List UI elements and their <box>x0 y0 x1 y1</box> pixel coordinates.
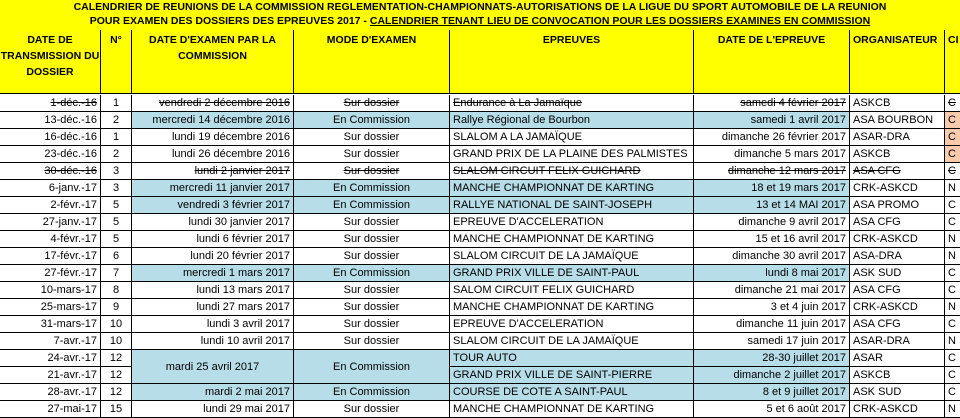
extra-cell: C <box>945 367 960 384</box>
event-cell: SLALOM CIRCUIT DE LA JAMAÏQUE <box>450 333 694 350</box>
number-cell: 5 <box>101 214 132 231</box>
table-row <box>0 163 960 180</box>
date-transmission-cell: 30-déc.-16 <box>0 163 101 180</box>
number-cell: 10 <box>101 316 132 333</box>
header-extra: CI <box>945 30 960 94</box>
date-transmission-cell: 7-avr.-17 <box>0 333 101 350</box>
organizer-cell: ASK SUD <box>850 384 945 401</box>
organizer-cell: ASAR <box>850 350 945 367</box>
event-cell: SLALOM CIRCUIT DE LA JAMAÏQUE <box>450 248 694 265</box>
table-row <box>0 95 960 112</box>
table-row <box>0 333 960 350</box>
date-transmission-cell: 2-févr.-17 <box>0 197 101 214</box>
extra-cell: C <box>945 129 960 146</box>
event-cell: MANCHE CHAMPIONNAT DE KARTING <box>450 299 694 316</box>
extra-cell: C <box>945 214 960 231</box>
number-cell: 1 <box>101 95 132 112</box>
number-cell: 8 <box>101 282 132 299</box>
mode-cell: En Commission <box>294 197 450 214</box>
event-date-cell: 13 et 14 MAI 2017 <box>694 197 850 214</box>
number-cell: 3 <box>101 180 132 197</box>
exam-date-cell: lundi 20 février 2017 <box>132 248 294 265</box>
organizer-cell: ASA PROMO <box>850 197 945 214</box>
exam-date-cell: lundi 10 avril 2017 <box>132 333 294 350</box>
mode-cell: En Commission <box>294 384 450 401</box>
mode-cell: Sur dossier <box>294 316 450 333</box>
mode-cell: En Commission <box>294 265 450 282</box>
event-cell: SLALOM CIRCUIT FELIX GUICHARD <box>450 163 694 180</box>
exam-date-cell: lundi 3 avril 2017 <box>132 316 294 333</box>
exam-date-cell: lundi 30 janvier 2017 <box>132 214 294 231</box>
organizer-cell: ASKCB <box>850 367 945 384</box>
table-row <box>0 129 960 146</box>
number-cell: 3 <box>101 163 132 180</box>
date-transmission-cell: 28-avr.-17 <box>0 384 101 401</box>
table-row <box>0 350 960 373</box>
number-cell: 12 <box>101 350 132 367</box>
number-cell: 10 <box>101 333 132 350</box>
date-transmission-cell: 27-janv.-17 <box>0 214 101 231</box>
number-cell: 1 <box>101 129 132 146</box>
event-date-cell: dimanche 12 mars 2017 <box>694 163 850 180</box>
extra-cell: C <box>945 265 960 282</box>
mode-cell: Sur dossier <box>294 282 450 299</box>
table-row <box>0 265 960 282</box>
organizer-cell: ASA CFG <box>850 163 945 180</box>
exam-date-cell: lundi 27 mars 2017 <box>132 299 294 316</box>
event-cell: TOUR AUTO <box>450 350 694 367</box>
exam-date-cell: lundi 19 décembre 2016 <box>132 129 294 146</box>
event-date-cell: dimanche 26 février 2017 <box>694 129 850 146</box>
organizer-cell: ASKCB <box>850 95 945 112</box>
date-transmission-cell: 17-févr.-17 <box>0 248 101 265</box>
event-cell: GRAND PRIX VILLE DE SAINT-PAUL <box>450 265 694 282</box>
mode-cell: En Commission <box>294 180 450 197</box>
organizer-cell: CRK-ASKCD <box>850 401 945 418</box>
extra-cell: N <box>945 333 960 350</box>
extra-cell: C <box>945 146 960 163</box>
date-transmission-cell: 4-févr.-17 <box>0 231 101 248</box>
date-transmission-cell: 21-avr.-17 <box>0 367 101 384</box>
table-row <box>0 146 960 163</box>
exam-date-cell: lundi 2 janvier 2017 <box>132 163 294 180</box>
calendar-table <box>0 95 960 418</box>
merged-exam-date: mardi 25 avril 2017 <box>165 360 260 373</box>
event-cell: SLALOM A LA JAMAÏQUE <box>450 129 694 146</box>
event-date-cell: dimanche 21 mai 2017 <box>694 282 850 299</box>
event-cell: MANCHE CHAMPIONNAT DE KARTING <box>450 401 694 418</box>
extra-cell: N <box>945 180 960 197</box>
extra-cell: N <box>945 248 960 265</box>
exam-date-cell: vendredi 3 février 2017 <box>132 197 294 214</box>
date-transmission-cell: 27-mai-17 <box>0 401 101 418</box>
organizer-cell: ASK SUD <box>850 265 945 282</box>
extra-cell: C <box>945 282 960 299</box>
table-row <box>0 367 960 384</box>
organizer-cell: ASA-DRA <box>850 248 945 265</box>
extra-cell: C <box>945 95 960 112</box>
title-line-2-prefix: POUR EXAMEN DES DOSSIERS DES EPREUVES 2017 - <box>89 15 370 27</box>
exam-date-cell: lundi 29 mai 2017 <box>132 401 294 418</box>
header-date-transmission: DATE DE TRANSMISSION DU DOSSIER <box>0 30 101 94</box>
event-date-cell: 3 et 4 juin 2017 <box>694 299 850 316</box>
extra-cell: N <box>945 401 960 418</box>
table-row <box>0 180 960 197</box>
exam-date-cell: mercredi 1 mars 2017 <box>132 265 294 282</box>
table-row <box>0 197 960 214</box>
number-cell: 12 <box>101 384 132 401</box>
header-mode: MODE D'EXAMEN <box>294 30 450 94</box>
event-cell: MANCHE CHAMPIONNAT DE KARTING <box>450 180 694 197</box>
extra-cell: C <box>945 197 960 214</box>
date-transmission-cell: 27-févr.-17 <box>0 265 101 282</box>
event-date-cell: samedi 1 avril 2017 <box>694 112 850 129</box>
document-title <box>0 0 960 31</box>
mode-cell: Sur dossier <box>294 129 450 146</box>
header-organisateur: ORGANISATEUR <box>850 30 945 94</box>
date-transmission-cell: 6-janv.-17 <box>0 180 101 197</box>
event-date-cell: 18 et 19 mars 2017 <box>694 180 850 197</box>
date-transmission-cell: 25-mars-17 <box>0 299 101 316</box>
table-row <box>0 384 960 401</box>
event-cell: Endurance à La Jamaïque <box>450 95 694 112</box>
exam-date-cell: mardi 2 mai 2017 <box>132 384 294 401</box>
mode-cell: Sur dossier <box>294 333 450 350</box>
table-row <box>0 282 960 299</box>
extra-cell: C <box>945 316 960 333</box>
event-date-cell: 5 et 6 août 2017 <box>694 401 850 418</box>
organizer-cell: ASAR-DRA <box>850 129 945 146</box>
organizer-cell: ASAR-DRA <box>850 333 945 350</box>
exam-date-cell: mercredi 14 décembre 2016 <box>132 112 294 129</box>
event-date-cell: samedi 17 juin 2017 <box>694 333 850 350</box>
extra-cell: N <box>945 231 960 248</box>
exam-date-cell: lundi 26 décembre 2016 <box>132 146 294 163</box>
organizer-cell: ASA CFG <box>850 282 945 299</box>
date-transmission-cell: 24-avr.-17 <box>0 350 101 367</box>
number-cell: 9 <box>101 299 132 316</box>
event-date-cell: dimanche 11 juin 2017 <box>694 316 850 333</box>
exam-date-cell: lundi 6 février 2017 <box>132 231 294 248</box>
table-row <box>0 299 960 316</box>
organizer-cell: ASA CFG <box>850 316 945 333</box>
number-cell: 2 <box>101 146 132 163</box>
extra-cell: N <box>945 299 960 316</box>
organizer-cell: CRK-ASKCD <box>850 180 945 197</box>
event-date-cell: dimanche 30 avril 2017 <box>694 248 850 265</box>
table-row <box>0 214 960 231</box>
date-transmission-cell: 1-déc.-16 <box>0 95 101 112</box>
event-cell: EPREUVE D'ACCELERATION <box>450 316 694 333</box>
table-row <box>0 231 960 248</box>
event-date-cell: samedi 4 février 2017 <box>694 95 850 112</box>
event-cell: Rallye Régional de Bourbon <box>450 112 694 129</box>
header-epreuves: EPREUVES <box>450 30 694 94</box>
date-transmission-cell: 31-mars-17 <box>0 316 101 333</box>
event-date-cell: 15 et 16 avril 2017 <box>694 231 850 248</box>
event-date-cell: 28-30 juillet 2017 <box>694 350 850 367</box>
extra-cell: C <box>945 350 960 367</box>
event-date-cell: 8 et 9 juillet 2017 <box>694 384 850 401</box>
event-cell: SALOM CIRCUIT FELIX GUICHARD <box>450 282 694 299</box>
event-date-cell: lundi 8 mai 2017 <box>694 265 850 282</box>
mode-cell: En Commission <box>294 112 450 129</box>
extra-cell: C <box>945 384 960 401</box>
date-transmission-cell: 23-déc.-16 <box>0 146 101 163</box>
event-cell: GRAND PRIX DE LA PLAINE DES PALMISTES <box>450 146 694 163</box>
date-transmission-cell: 13-déc.-16 <box>0 112 101 129</box>
mode-cell: Sur dossier <box>294 146 450 163</box>
organizer-cell: ASA CFG <box>850 214 945 231</box>
event-cell: RALLYE NATIONAL DE SAINT-JOSEPH <box>450 197 694 214</box>
event-cell: MANCHE CHAMPIONNAT DE KARTING <box>450 231 694 248</box>
organizer-cell: CRK-ASKCD <box>850 231 945 248</box>
event-cell: GRAND PRIX VILLE DE SAINT-PIERRE <box>450 367 694 384</box>
event-date-cell: dimanche 9 avril 2017 <box>694 214 850 231</box>
mode-cell: Sur dossier <box>294 299 450 316</box>
event-cell: EPREUVE D'ACCELERATION <box>450 214 694 231</box>
merged-mode: En Commission <box>332 360 411 373</box>
number-cell: 7 <box>101 265 132 282</box>
title-line-1: CALENDRIER DE REUNIONS DE LA COMMISSION REGLEMENTATION-CHAMPIONNATS-AUTORISATIONS DE LA LIGUE DU SPORT AUTOMOBILE DE LA REUNION <box>73 1 887 13</box>
mode-cell: Sur dossier <box>294 214 450 231</box>
extra-cell: C <box>945 163 960 180</box>
number-cell: 15 <box>101 401 132 418</box>
header-date-epreuve: DATE DE L'EPREUVE <box>694 30 850 94</box>
number-cell: 6 <box>101 248 132 265</box>
header-date-examen: DATE D'EXAMEN PAR LA COMMISSION <box>132 30 294 94</box>
table-row <box>0 248 960 265</box>
table-row <box>0 401 960 418</box>
number-cell: 5 <box>101 231 132 248</box>
mode-cell: Sur dossier <box>294 401 450 418</box>
title-line-2-underlined: CALENDRIER TENANT LIEU DE CONVOCATION POUR LES DOSSIERS EXAMINES EN COMMISSION <box>369 15 871 27</box>
mode-cell: Sur dossier <box>294 231 450 248</box>
header-numero: N° <box>101 30 132 94</box>
event-date-cell: dimanche 2 juillet 2017 <box>694 367 850 384</box>
table-row <box>0 112 960 129</box>
mode-cell: Sur dossier <box>294 248 450 265</box>
table-row <box>0 316 960 333</box>
organizer-cell: CRK-ASKCD <box>850 299 945 316</box>
date-transmission-cell: 10-mars-17 <box>0 282 101 299</box>
exam-date-cell: vendredi 2 décembre 2016 <box>132 95 294 112</box>
date-transmission-cell: 16-déc.-16 <box>0 129 101 146</box>
event-cell: COURSE DE COTE A SAINT-PAUL <box>450 384 694 401</box>
exam-date-cell: lundi 13 mars 2017 <box>132 282 294 299</box>
extra-cell: C <box>945 112 960 129</box>
mode-cell: Sur dossier <box>294 163 450 180</box>
organizer-cell: ASA BOURBON <box>850 112 945 129</box>
organizer-cell: ASKCB <box>850 146 945 163</box>
exam-date-cell: mercredi 11 janvier 2017 <box>132 180 294 197</box>
mode-cell: Sur dossier <box>294 95 450 112</box>
event-date-cell: dimanche 5 mars 2017 <box>694 146 850 163</box>
title-line-2 <box>0 15 960 28</box>
number-cell: 12 <box>101 367 132 384</box>
number-cell: 5 <box>101 197 132 214</box>
number-cell: 2 <box>101 112 132 129</box>
